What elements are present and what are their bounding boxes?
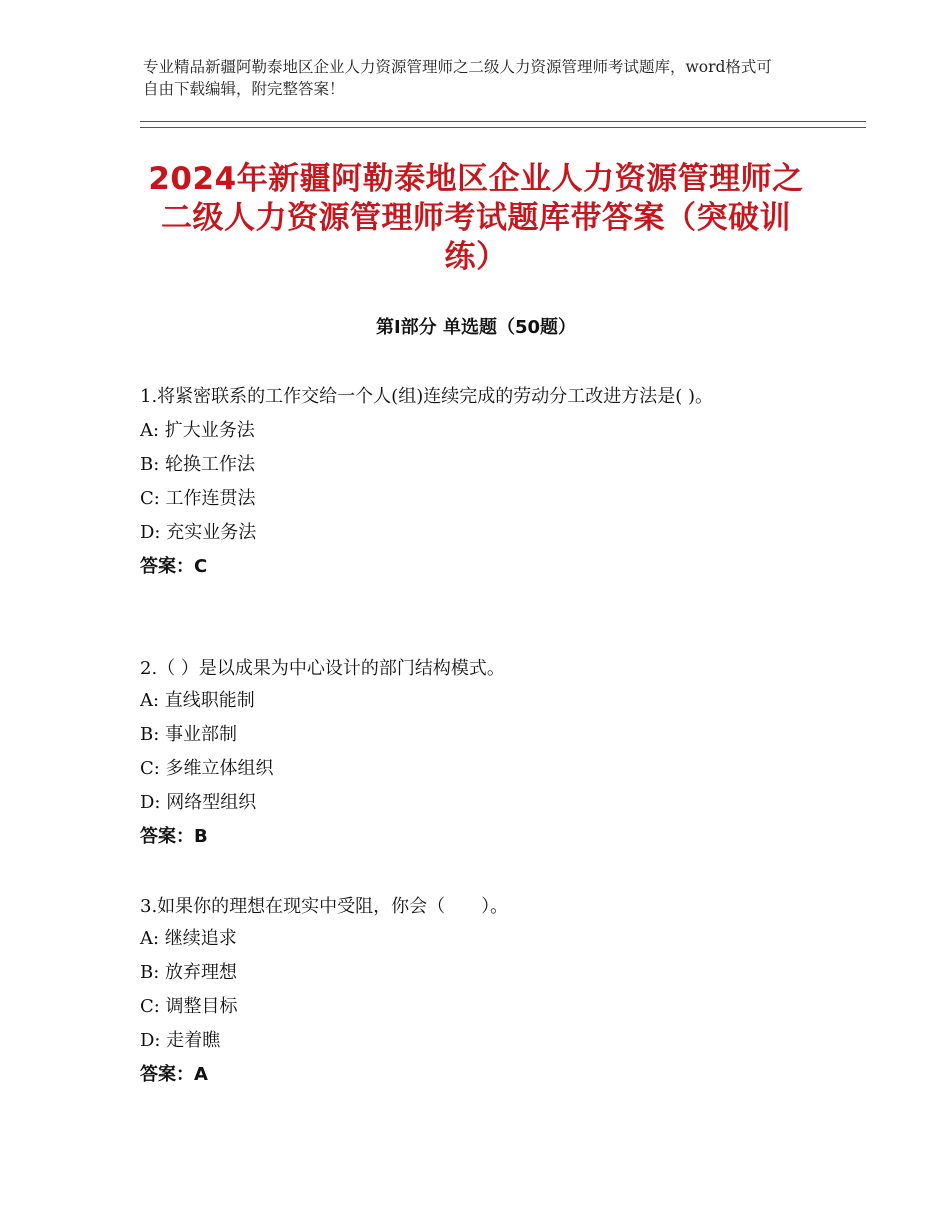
document-title: 2024年新疆阿勒泰地区企业人力资源管理师之二级人力资源管理师考试题库带答案（突破训练）: [148, 161, 804, 275]
answer: 答案：B: [140, 826, 208, 847]
header-note: 专业精品新疆阿勒泰地区企业人力资源管理师之二级人力资源管理师考试题库，word格式可自由下载编辑，附完整答案！: [143, 58, 772, 98]
option-d: D: 走着瞧: [140, 1030, 221, 1051]
question-3: [140, 893, 820, 1092]
option-d: D: 充实业务法: [140, 522, 257, 543]
header-rule-top: [140, 121, 866, 122]
option-c: C: 工作连贯法: [140, 488, 256, 509]
answer: 答案：A: [140, 1064, 208, 1085]
option-b: B: 事业部制: [140, 724, 238, 745]
option-b: B: 放弃理想: [140, 962, 238, 983]
option-d: D: 网络型组织: [140, 792, 257, 813]
option-c: C: 调整目标: [140, 996, 238, 1017]
question-stem: 3.如果你的理想在现实中受阻，你会（ ）。: [140, 896, 509, 917]
question-stem: 1.将紧密联系的工作交给一个人(组)连续完成的劳动分工改进方法是( )。: [140, 386, 713, 407]
question-1: [140, 383, 820, 584]
section-title: 第Ⅰ部分 单选题（50题）: [375, 317, 576, 338]
option-a: A: 直线职能制: [140, 690, 255, 711]
option-b: B: 轮换工作法: [140, 454, 256, 475]
question-stem: 2.（ ）是以成果为中心设计的部门结构模式。: [140, 658, 505, 679]
option-c: C: 多维立体组织: [140, 758, 274, 779]
option-a: A: 继续追求: [140, 928, 237, 949]
option-a: A: 扩大业务法: [140, 420, 255, 441]
question-2: [140, 655, 820, 854]
answer: 答案：C: [140, 556, 208, 577]
header-rule-bottom: [140, 127, 866, 128]
